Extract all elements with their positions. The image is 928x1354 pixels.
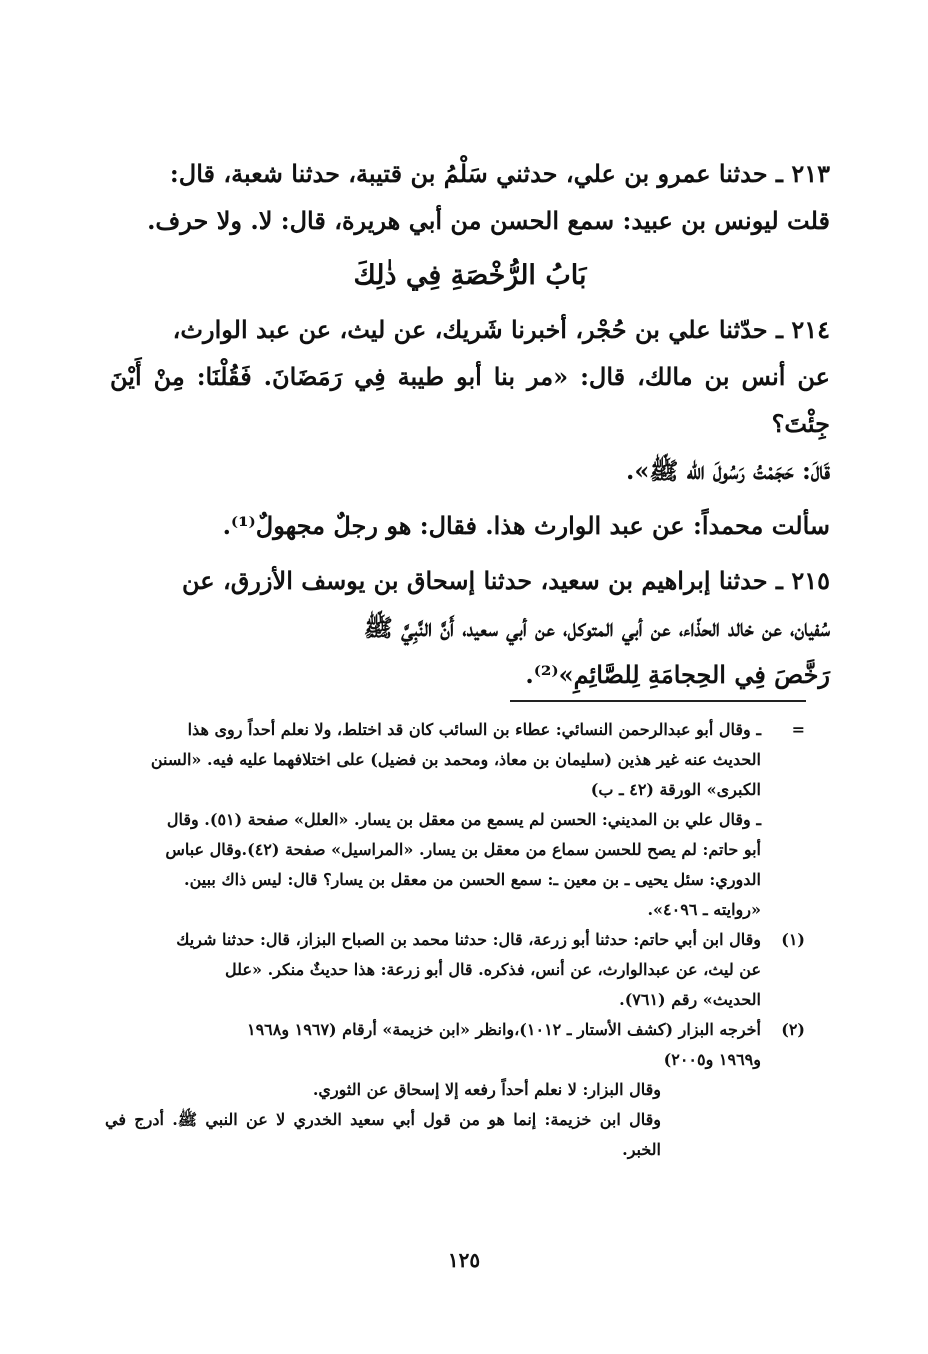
page-number: ١٢٥ <box>447 1248 481 1272</box>
hadith-215-line-2: سُفيان، عن خالد الحذّاء، عن أبي المتوكل، عن أبي سعيد، أَنَّ النَّبِيَّ ﷺ <box>363 613 830 642</box>
footnote-line: عن ليث، عن عبدالوارث، عن أنس، فذكره. قال أبو زرعة: هذا حديثٌ منكر. «علل <box>225 960 761 979</box>
main-text <box>110 150 830 698</box>
footnote-line: الدوري: سئل يحيى ـ بن معين ـ: سمع الحسن من معقل بن يسار؟ قال: ليس ذاك ببين. <box>184 870 761 889</box>
footnote-divider <box>510 700 806 702</box>
footnote-line: الحديث» رقم (٧٦١). <box>619 990 761 1009</box>
footnote-2-marker: (٢) <box>781 1020 805 1039</box>
hadith-215-line-3: رَخَّصَ فِي الحِجامَةِ لِلصَّائِمِ»⁽²⁾. <box>525 660 830 689</box>
footnote-2-body <box>105 1015 761 1165</box>
footnotes <box>105 715 805 1165</box>
footnote-line: الكبرى» الورقة (٤٢ ـ ب) <box>590 780 761 799</box>
footnote-line: ـ وقال علي بن المديني: الحسن لم يسمع من معقل بن يسار. «العلل» صفحة (٥١). وقال <box>166 810 761 829</box>
footnote-line: وقال البزار: لا نعلم أحداً رفعه إلا إسحاق عن الثوري. <box>312 1080 661 1099</box>
hadith-215-line-1: ٢١٥ ـ حدثنا إبراهيم بن سعيد، حدثنا إسحاق بن يوسف الأزرق، عن <box>182 566 830 595</box>
comment-214-text: سألت محمداً: عن عبد الوارث هذا. فقال: هو رجلٌ مجهولٌ⁽¹⁾. <box>222 511 830 540</box>
hadith-213 <box>110 150 830 244</box>
hadith-214 <box>110 306 830 494</box>
footnote-line: «روايته ـ ٤٠٩٦». <box>647 900 761 919</box>
comment-214 <box>110 502 830 549</box>
footnote-line: الحديث عنه غير هذين (سليمان بن معاذ، ومحمد بن فضيل) على اختلافهما عليه فيه. «السنن <box>150 750 761 769</box>
footnote-continued <box>105 715 805 925</box>
hadith-214-line-1: ٢١٤ ـ حدّثنا علي بن حُجْر، أخبرنا شَريك، عن ليث، عن عبد الوارث، <box>172 315 830 344</box>
footnote-line: و١٩٦٩ و٢٠٠٥) <box>663 1050 761 1069</box>
chapter-heading: بَابُ الرُّخْصَةِ فِي ذٰلِكَ <box>353 260 587 291</box>
hadith-215 <box>110 557 830 698</box>
footnote-2 <box>105 1015 805 1165</box>
hadith-214-line-3: قَالَ: حَجَمْتُ رَسُولَ الله ﷺ». <box>625 456 830 485</box>
footnote-line: أخرجه البزار (كشف الأستار ـ ١٠١٢)،وانظر «ابن خزيمة» أرقام (١٩٦٧ و١٩٦٨ <box>246 1020 761 1039</box>
footnote-continued-marker: = <box>791 720 805 739</box>
footnote-line: أبو حاتم: لم يصح للحسن سماع من معقل بن يسار. «المراسيل» صفحة (٤٢).وقال عباس <box>165 840 761 859</box>
footnote-line: ـ وقال أبو عبدالرحمن النسائي: عطاء بن السائب كان قد اختلط، ولا نعلم أحداً روى هذا <box>187 720 761 739</box>
hadith-213-line-1: ٢١٣ ـ حدثنا عمرو بن علي، حدثني سَلْمُ بن قتيبة، حدثنا شعبة، قال: <box>169 159 830 188</box>
footnote-line: وقال ابن أبي حاتم: حدثنا أبو زرعة، قال: حدثنا محمد بن الصباح البزاز، قال: حدثنا شريك <box>176 930 761 949</box>
hadith-213-line-2: قلت ليونس بن عبيد: سمع الحسن من أبي هريرة، قال: لا. ولا حرف. <box>147 206 830 235</box>
footnote-1 <box>105 925 805 1015</box>
footnote-1-body <box>105 925 761 1015</box>
footnote-1-marker: (١) <box>781 930 805 949</box>
hadith-214-line-2: عن أنس بن مالك، قال: «مر بنا أبو طيبة فِي رَمَضَانَ. فَقُلْنَا: مِنْ أَيْنَ جِئْتَ؟ <box>110 362 830 438</box>
footnote-continued-body <box>105 715 761 925</box>
footnote-line: وقال ابن خزيمة: إنما هو من قول أبي سعيد الخدري لا عن النبي ﷺ. أدرج في الخبر. <box>105 1110 661 1159</box>
